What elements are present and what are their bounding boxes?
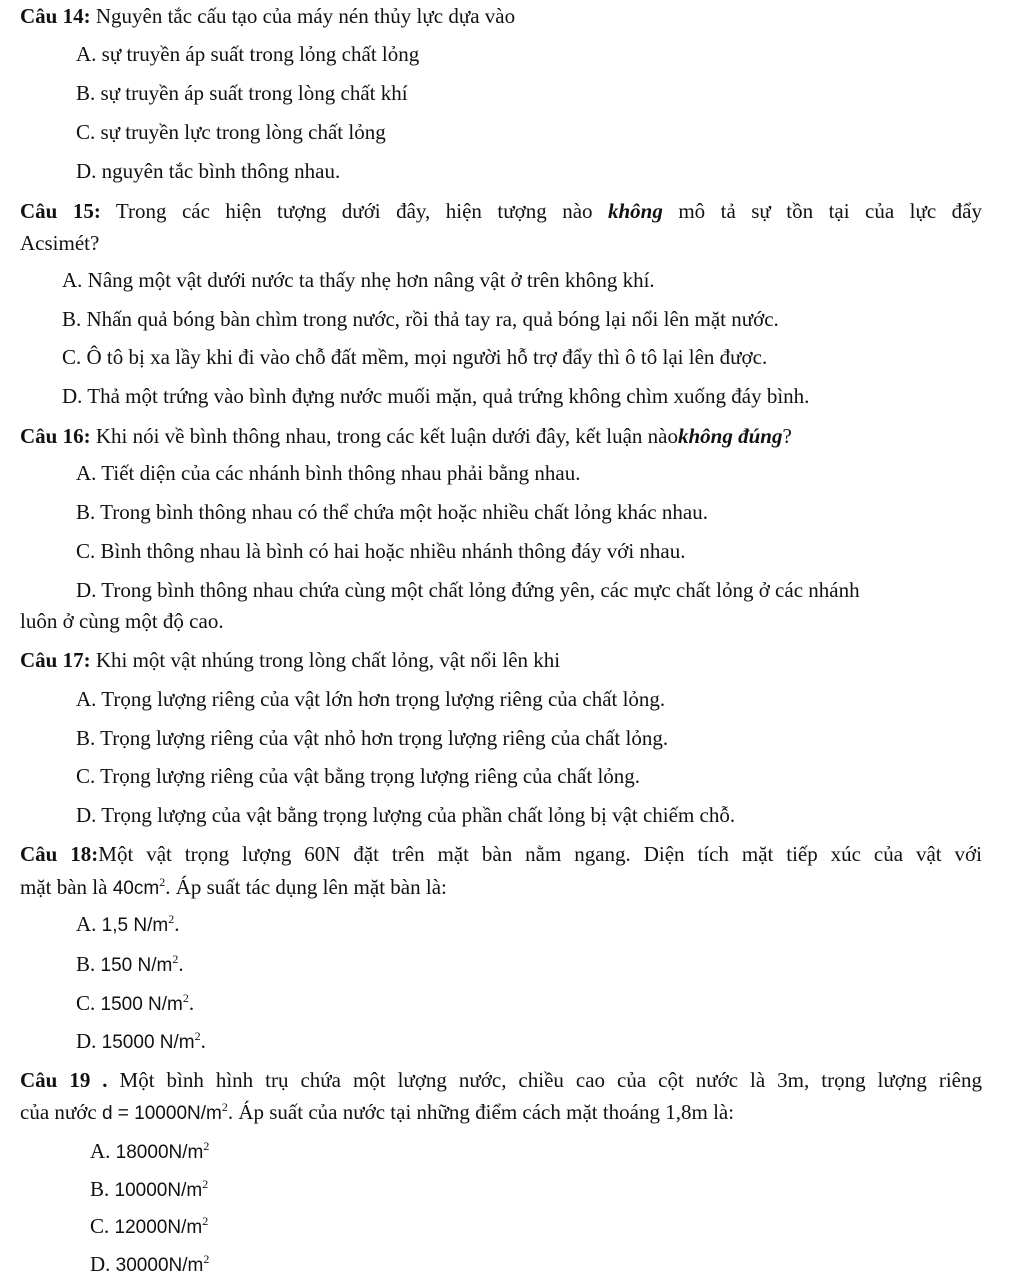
q16-option-c: C. Bình thông nhau là bình có hai hoặc nhiều nhánh thông đáy với nhau. — [76, 539, 686, 563]
weight-density-value: d = 10000N/m — [101, 1103, 222, 1124]
q18-option-b: B. 150 $N/m^2$. — [76, 952, 184, 976]
q16-option-d-continued: luôn ở cùng một độ cao. — [20, 609, 224, 633]
emphasis-text: không — [608, 199, 663, 223]
q17-option-a: A. Trọng lượng riêng của vật lớn hơn trọng lượng riêng của chất lỏng. — [76, 687, 666, 711]
q16-option-b: B. Trong bình thông nhau có thể chứa một hoặc nhiều chất lỏng khác nhau. — [76, 500, 708, 524]
question-15-stem-continued: Acsimét? — [20, 231, 100, 255]
question-label: Câu 17: — [20, 648, 91, 672]
q14-option-c: C. sự truyền lực trong lòng chất lỏng — [76, 120, 386, 144]
q16-option-d: D. Trong bình thông nhau chứa cùng một chất lỏng đứng yên, các mực chất lỏng ở các nhánh — [76, 578, 860, 602]
question-14-stem: Câu 14: Nguyên tắc cấu tạo của máy nén thủy lực dựa vào — [20, 4, 516, 28]
q16-option-a: A. Tiết diện của các nhánh bình thông nhau phải bằng nhau. — [76, 461, 581, 485]
area-value: 40cm — [112, 878, 160, 899]
q18-option-a: A. 1,5 $N/m^2$. — [76, 912, 180, 936]
q17-option-d: D. Trọng lượng của vật bằng trọng lượng của phần chất lỏng bị vật chiếm chỗ. — [76, 803, 736, 827]
q14-option-b: B. sự truyền áp suất trong lòng chất khí — [76, 81, 408, 105]
q14-option-a: A. sự truyền áp suất trong lỏng chất lỏng — [76, 42, 420, 66]
q18-option-d: D. 15000 $N/m^2$. — [76, 1029, 206, 1053]
question-18-stem: Câu 18:Một vật trọng lượng 60N đặt trên mặt bàn nằm ngang. Diện tích mặt tiếp xúc của vật với — [20, 842, 982, 866]
q19-option-c: C. $12000N/m^2$ — [90, 1214, 209, 1238]
q15-option-d: D. Thả một trứng vào bình đựng nước muối mặn, quả trứng không chìm xuống đáy bình. — [62, 384, 810, 408]
question-label: Câu 18: — [20, 842, 99, 866]
question-17-stem: Câu 17: Khi một vật nhúng trong lòng chất lỏng, vật nổi lên khi — [20, 648, 561, 672]
question-label: Câu 19 . — [20, 1068, 108, 1092]
q15-option-c: C. Ô tô bị xa lầy khi đi vào chỗ đất mềm, mọi người hỗ trợ đẩy thì ô tô lại lên được. — [62, 345, 768, 369]
q14-option-d: D. nguyên tắc bình thông nhau. — [76, 159, 341, 183]
q18-option-c: C. 1500 $N/m^2$. — [76, 991, 195, 1015]
question-19-stem-continued: của nước $d = 10000N/m^2$. Áp suất của nước tại những điểm cách mặt thoáng 1,8m là: — [20, 1100, 735, 1124]
question-16-stem: Câu 16: Khi nói về bình thông nhau, trong các kết luận dưới đây, kết luận nàokhông đúng? — [20, 424, 792, 448]
q15-option-b: B. Nhấn quả bóng bàn chìm trong nước, rồi thả tay ra, quả bóng lại nổi lên mặt nước. — [62, 307, 779, 331]
emphasis-text: không đúng — [678, 424, 783, 448]
question-label: Câu 15: — [20, 199, 101, 223]
question-label: Câu 16: — [20, 424, 91, 448]
question-label: Câu 14: — [20, 4, 91, 28]
q19-option-d: D. $30000N/m^2$ — [90, 1252, 210, 1276]
q15-option-a: A. Nâng một vật dưới nước ta thấy nhẹ hơn nâng vật ở trên không khí. — [62, 268, 655, 292]
q19-option-a: A. $18000N/m^2$ — [90, 1139, 210, 1163]
question-18-stem-continued: mặt bàn là $40cm^2$. Áp suất tác dụng lên mặt bàn là: — [20, 875, 447, 899]
question-19-stem: Câu 19 . Một bình hình trụ chứa một lượng nước, chiều cao của cột nước là 3m, trọng lượng riêng — [20, 1068, 982, 1092]
q19-option-b: B. $10000N/m^2$ — [90, 1177, 209, 1201]
q17-option-b: B. Trọng lượng riêng của vật nhỏ hơn trọng lượng riêng của chất lỏng. — [76, 726, 669, 750]
question-15-stem: Câu 15: Trong các hiện tượng dưới đây, hiện tượng nào không mô tả sự tồn tại của lực đẩy — [20, 199, 982, 223]
q17-option-c: C. Trọng lượng riêng của vật bằng trọng lượng riêng của chất lỏng. — [76, 764, 641, 788]
